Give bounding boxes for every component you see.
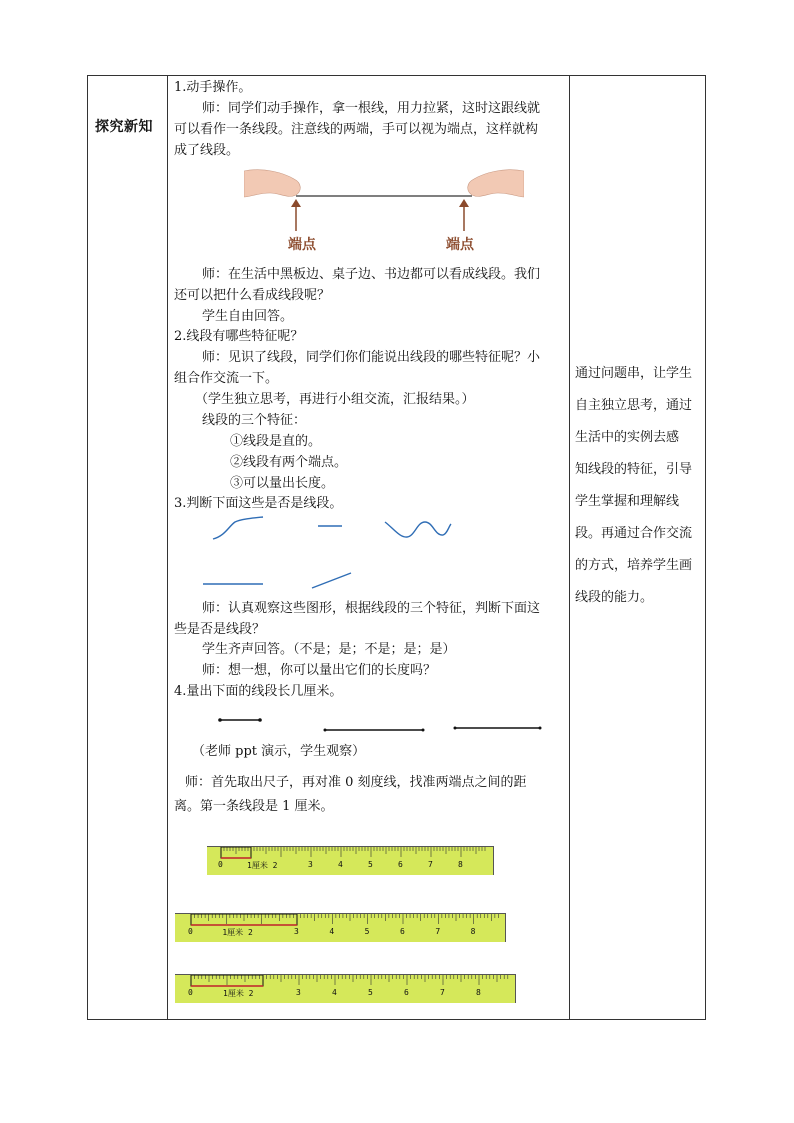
- feature-item: ①线段是直的。: [230, 434, 322, 449]
- ruler-number: 6: [404, 988, 409, 997]
- ruler-number: 7: [440, 988, 445, 997]
- ruler-number: 7: [435, 927, 441, 936]
- ruler-1: [207, 846, 494, 875]
- paragraph-line: 师：见识了线段，同学们你们能说出线段的哪些特征呢？小: [202, 350, 541, 365]
- feature-item: ③可以量出长度。: [230, 476, 335, 491]
- paragraph-line: 学生齐声回答。（不是；是；不是；是；是）: [202, 642, 456, 657]
- ruler-number: 0: [188, 927, 193, 936]
- paragraph-line: 师：认真观察这些图形，根据线段的三个特征，判断下面这: [202, 601, 541, 616]
- ruler-number: 8: [476, 988, 481, 997]
- ruler-number: 0: [188, 988, 193, 997]
- ruler-number: 8: [458, 860, 463, 869]
- feature-item: ②线段有两个端点。: [230, 455, 348, 470]
- note-line: 段。再通过合作交流: [575, 526, 693, 541]
- column-divider-2: [569, 76, 570, 1019]
- paragraph-line: 学生自由回答。: [202, 309, 294, 324]
- ruler-number: 6: [398, 860, 403, 869]
- design-note: [575, 358, 701, 614]
- paragraph-line: （老师 ppt 演示，学生观察）: [192, 744, 366, 759]
- paragraph-line: 师：首先取出尺子，再对准 0 刻度线，找准两端点之间的距: [185, 775, 527, 790]
- ruler-number: 8: [470, 927, 476, 936]
- ruler-number: 3: [308, 860, 313, 869]
- note-line: 自主独立思考，通过: [575, 398, 693, 413]
- paragraph-line: 些是否是线段？: [174, 622, 266, 637]
- right-hand-icon: [468, 170, 524, 197]
- paragraph-line: 线段的三个特征：: [202, 413, 307, 428]
- ruler-number: 6: [400, 927, 405, 936]
- ruler-number: 4: [329, 927, 335, 936]
- wave-shape: [385, 522, 451, 537]
- note-line: 生活中的实例去感: [575, 430, 680, 445]
- endpoint-label-left: 端点: [288, 237, 316, 253]
- ruler-number: 5: [368, 860, 373, 869]
- measure-segments: [210, 712, 550, 736]
- paragraph-line: 师：同学们动手操作，拿一根线，用力拉紧，这时这跟线就: [202, 101, 541, 116]
- heading-1: 1.动手操作。: [174, 80, 252, 95]
- note-line: 的方式，培养学生画: [575, 558, 693, 573]
- paragraph-line: 离。第一条线段是 1 厘米。: [174, 799, 334, 814]
- paragraph-line: 师：在生活中黑板边、桌子边、书边都可以看成线段。我们: [202, 267, 541, 282]
- heading-4: 4.量出下面的线段长几厘米。: [174, 684, 343, 699]
- note-line: 学生掌握和理解线: [575, 494, 680, 509]
- note-line: 通过问题串，让学生: [575, 366, 693, 381]
- heading-3: 3.判断下面这些是否是线段。: [174, 496, 343, 511]
- ruler-number: 1厘米 2: [247, 861, 278, 870]
- left-hand-icon: [244, 170, 300, 197]
- paragraph-line: 组合作交流一下。: [174, 371, 279, 386]
- ruler-number: 1厘米 2: [222, 928, 253, 937]
- paragraph-line: 师：想一想，你可以量出它们的长度吗？: [202, 663, 437, 678]
- ruler-number: 4: [332, 988, 337, 997]
- ruler-3: [175, 974, 516, 1003]
- paragraph-line: 可以看作一条线段。注意线的两端，手可以视为端点，这样就构: [174, 122, 539, 137]
- column-divider-1: [167, 76, 168, 1019]
- shapes-figure: [195, 512, 475, 592]
- ruler-number: 3: [294, 927, 299, 936]
- ruler-number: 1厘米 2: [223, 989, 254, 998]
- ruler-number: 3: [296, 988, 301, 997]
- slanted-segment-shape: [312, 573, 351, 588]
- heading-2: 2.线段有哪些特征呢？: [174, 329, 304, 344]
- ruler-number: 5: [364, 927, 370, 936]
- curve-shape: [213, 517, 263, 539]
- paragraph-line: （学生独立思考，再进行小组交流，汇报结果。）: [195, 392, 475, 407]
- ruler-number: 7: [428, 860, 433, 869]
- string-illustration: [244, 163, 524, 258]
- paragraph-line: 成了线段。: [174, 143, 240, 158]
- note-line: 知线段的特征，引导: [575, 462, 693, 477]
- ruler-2: [175, 913, 506, 942]
- endpoint-label-right: 端点: [446, 237, 474, 253]
- paragraph-line: 还可以把什么看成线段呢？: [174, 288, 331, 303]
- note-line: 线段的能力。: [575, 590, 654, 605]
- ruler-number: 5: [368, 988, 373, 997]
- ruler-number: 0: [218, 860, 223, 869]
- ruler-number: 4: [338, 860, 343, 869]
- row-label: 探究新知: [95, 119, 153, 135]
